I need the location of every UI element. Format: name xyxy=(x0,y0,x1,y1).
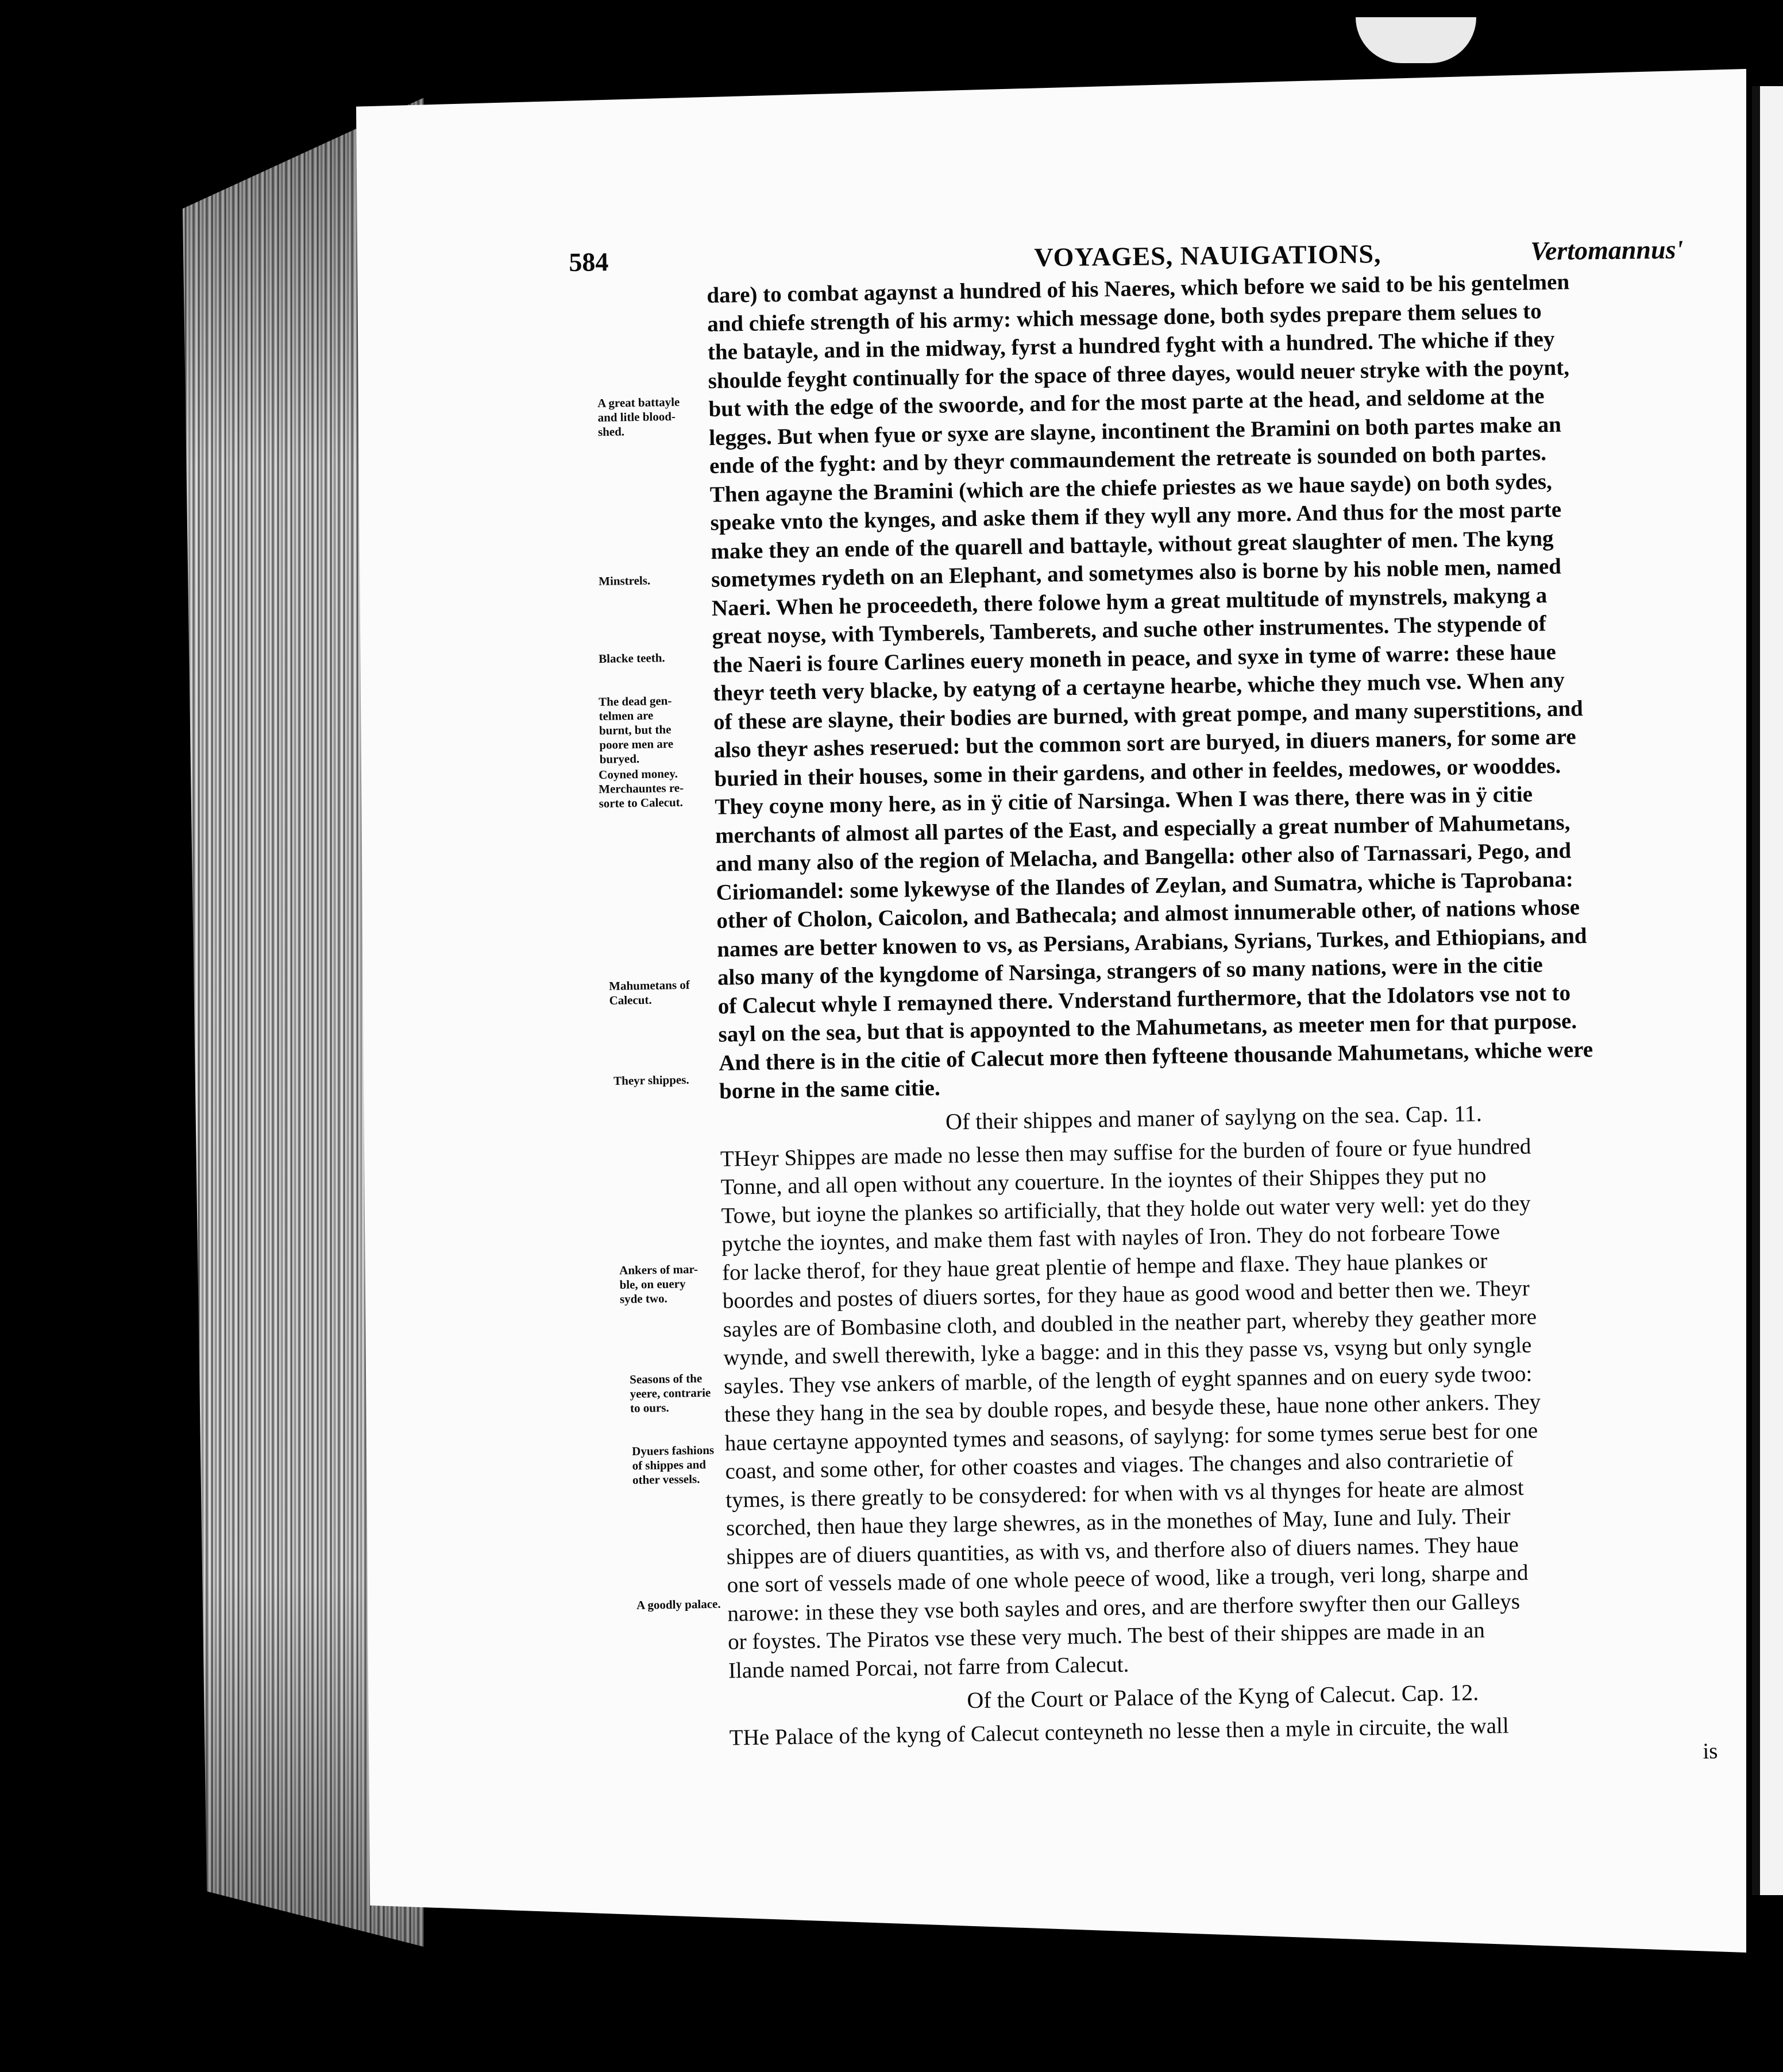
text-line: tymes, is there greatly to be consydered: for when with vs al thynges for heate are almost xyxy=(725,1475,1524,1513)
margin-note-coyned-money: Coyned money. xyxy=(599,766,678,782)
chapter-heading-11: Of their shippes and maner of saylyng on the sea. Cap. 11. xyxy=(945,1100,1483,1135)
binding-clip xyxy=(1356,17,1476,63)
margin-note-ankers: Ankers of mar- ble, on euery syde two. xyxy=(619,1262,698,1306)
text-line: also many of the kyngdome of Narsinga, strangers of so many nations, were in the citie xyxy=(717,952,1543,990)
margin-note-palace: A goodly palace. xyxy=(636,1596,721,1612)
text-line: ende of the fyght: and by theyr commaundement the retreate is sounded on both partes. xyxy=(709,440,1547,478)
margin-note-blacke-teeth: Blacke teeth. xyxy=(599,651,665,666)
running-author: Vertomannus' xyxy=(1530,234,1684,266)
text-line: buried in their houses, some in their gardens, and other in feeldes, medowes, or wooddes. xyxy=(714,753,1561,791)
text-line: dare) to combat agaynst a hundred of his Naeres, which before we said to be his gentelmen xyxy=(707,269,1570,308)
text-line: shoulde feyght continually for the space of three dayes, would neuer stryke with the poynt, xyxy=(708,354,1570,393)
facing-page-edge xyxy=(1752,86,1783,1895)
margin-note-minstrels: Minstrels. xyxy=(599,573,651,588)
text-line: names are better knowen to vs, as Persians, Arabians, Syrians, Turkes, and Ethiopians, and xyxy=(716,923,1587,962)
body-text xyxy=(707,266,1718,1781)
text-line: sayles are of Bombasine cloth, and doubled in the neather part, whereby they geather more xyxy=(723,1304,1537,1342)
paragraph-shippes xyxy=(720,1129,1717,1684)
text-line: And there is in the citie of Calecut more then fyfteene thousande Mahumetans, whiche were xyxy=(719,1037,1593,1076)
text-line: also theyr ashes reserued: but the common sort are buryed, in diuers maners, for some are xyxy=(713,724,1576,763)
margin-note-mahumetans: Mahumetans of Calecut. xyxy=(609,977,690,1007)
margin-note-dead: The dead gen- telmen are burnt, but the poore men are buryed. xyxy=(599,694,674,766)
margin-note-battayle: A great battayle and litle blood- shed. xyxy=(597,395,680,439)
text-line: THeyr Shippes are made no lesse then may suffise for the burden of foure or fyue hundred xyxy=(720,1134,1531,1172)
text-line: but with the edge of the swoorde, and for the most parte at the head, and seldome at the xyxy=(708,384,1545,422)
text-line: sometymes rydeth on an Elephant, and sometymes also is borne by his noble men, named xyxy=(711,554,1562,592)
page-number: 584 xyxy=(569,247,609,277)
text-line: one sort of vessels made of one whole peece of wood, like a trough, veri long, sharpe and xyxy=(727,1560,1529,1598)
text-line: THe Palace of the kyng of Calecut conteyneth no lesse then a myle in circuite, the wall xyxy=(729,1713,1509,1750)
text-line: the Naeri is foure Carlines euery moneth in peace, and syxe in tyme of warre: these haue xyxy=(712,639,1557,678)
paragraph-naeri xyxy=(707,266,1707,1105)
text-line: Ciriomandel: some lykewyse of the Ilandes of Zeylan, and Sumatra, whiche is Taprobana: xyxy=(716,866,1574,905)
text-line: boordes and postes of diuers sortes, for they haue as good wood and better then we. Theyr xyxy=(722,1275,1530,1313)
text-line: theyr teeth very blacke, by eatyng of a certayne hearbe, whiche they much vse. When any xyxy=(712,667,1565,706)
text-line: pytche the ioyntes, and make them fast with nayles of Iron. They do not forbeare Towe xyxy=(721,1219,1500,1257)
text-line: scorched, then haue they large shewres, as in the monethes of May, Iune and Iuly. Their xyxy=(725,1503,1511,1541)
text-line: Ilande named Porcai, not farre from Calecut. xyxy=(728,1652,1129,1683)
chapter-heading-12: Of the Court or Palace of the Kyng of Calecut. Cap. 12. xyxy=(967,1679,1479,1714)
text-line: or foystes. The Piratos vse these very much. The best of their shippes are made in an xyxy=(727,1618,1485,1654)
text-line: coast, and some other, for other coastes and viages. The changes and also contrarietie of xyxy=(725,1447,1514,1484)
text-line: Naeri. When he proceedeth, there folowe hym a great multitude of mynstrels, makyng a xyxy=(711,582,1547,621)
catchword: is xyxy=(1703,1738,1718,1764)
text-line: these they hang in the sea by double ropes, and besyde these, haue none other ankers. They xyxy=(724,1389,1541,1427)
text-line: and many also of the region of Melacha, and Bangella: other also of Tarnassari, Pego, and xyxy=(715,838,1572,876)
text-line: for lacke therof, for they haue great plentie of hempe and flaxe. They haue plankes or xyxy=(721,1248,1488,1285)
text-line: other of Cholon, Caicolon, and Bathecala; and almost innumerable other, of nations whose xyxy=(716,895,1580,933)
text-line: wynde, and swell therewith, lyke a bagge: and in this they passe vs, vsyng but only syngle xyxy=(723,1332,1532,1370)
text-line: speake vnto the kynges, and aske them if they wyll any more. And thus for the most parte xyxy=(710,497,1562,535)
text-line: Towe, but ioyne the plankes so artificially, that they holde out water very well: yet do they xyxy=(721,1190,1531,1228)
margin-note-merchauntes: Merchauntes re- sorte to Calecut. xyxy=(599,780,684,810)
text-line: the batayle, and in the midway, fyrst a hundred fyght with a hundred. The whiche if they xyxy=(707,326,1555,365)
text-line: They coyne mony here, as in ÿ citie of Narsinga. When I was there, there was in ÿ citie xyxy=(715,782,1533,819)
margin-note-dyuers-fashions: Dyuers fashions of shippes and other vessels. xyxy=(632,1443,715,1487)
text-line: great noyse, with Tymberels, Tamberets, and suche other instrumentes. The stypende of xyxy=(712,611,1546,649)
text-line: sayl on the sea, but that is appoynted to the Mahumetans, as meeter men for that purpose. xyxy=(718,1008,1577,1047)
text-line: legges. But when fyue or syxe are slayne, incontinent the Bramini on both partes make an xyxy=(708,412,1562,450)
text-line: narowe: in these they vse both sayles and ores, and are therfore swyfter then our Galleys xyxy=(727,1588,1520,1626)
text-line: make they an ende of the quarell and battayle, without great slaughter of men. The kyng xyxy=(711,525,1554,564)
margin-note-shippes: Theyr shippes. xyxy=(613,1072,689,1088)
margin-note-seasons: Seasons of the yeere, contrarie to ours. xyxy=(630,1371,711,1415)
text-line: merchants of almost all partes of the East, and especially a great number of Mahumetans, xyxy=(715,810,1570,848)
text-line: haue certayne appoynted tymes and seasons, of saylyng: for some tymes serue best for one xyxy=(724,1418,1538,1456)
text-line: Tonne, and all open without any couerture. In the ioyntes of their Shippes they put no xyxy=(720,1162,1487,1200)
text-line: Then agayne the Bramini (which are the chiefe priestes as we haue sayde) on both sydes, xyxy=(709,469,1553,507)
running-title: VOYAGES, NAUIGATIONS, xyxy=(1034,239,1381,272)
text-line: and chiefe strength of his army: which message done, both sydes prepare them selues to xyxy=(707,298,1542,337)
text-line: shippes are of diuers quantities, as with vs, and therfore also of diuers names. They haue xyxy=(726,1532,1519,1570)
text-line: of these are slayne, their bodies are burned, with great pompe, and many superstitions, and xyxy=(713,695,1584,735)
text-line: borne in the same citie. xyxy=(719,1075,940,1104)
text-line: sayles. They vse ankers of marble, of the length of eyght spannes and on euery syde twoo: xyxy=(723,1361,1533,1399)
text-line: of Calecut whyle I remayned there. Vnderstand furthermore, that the Idolators vse not to xyxy=(717,980,1571,1019)
